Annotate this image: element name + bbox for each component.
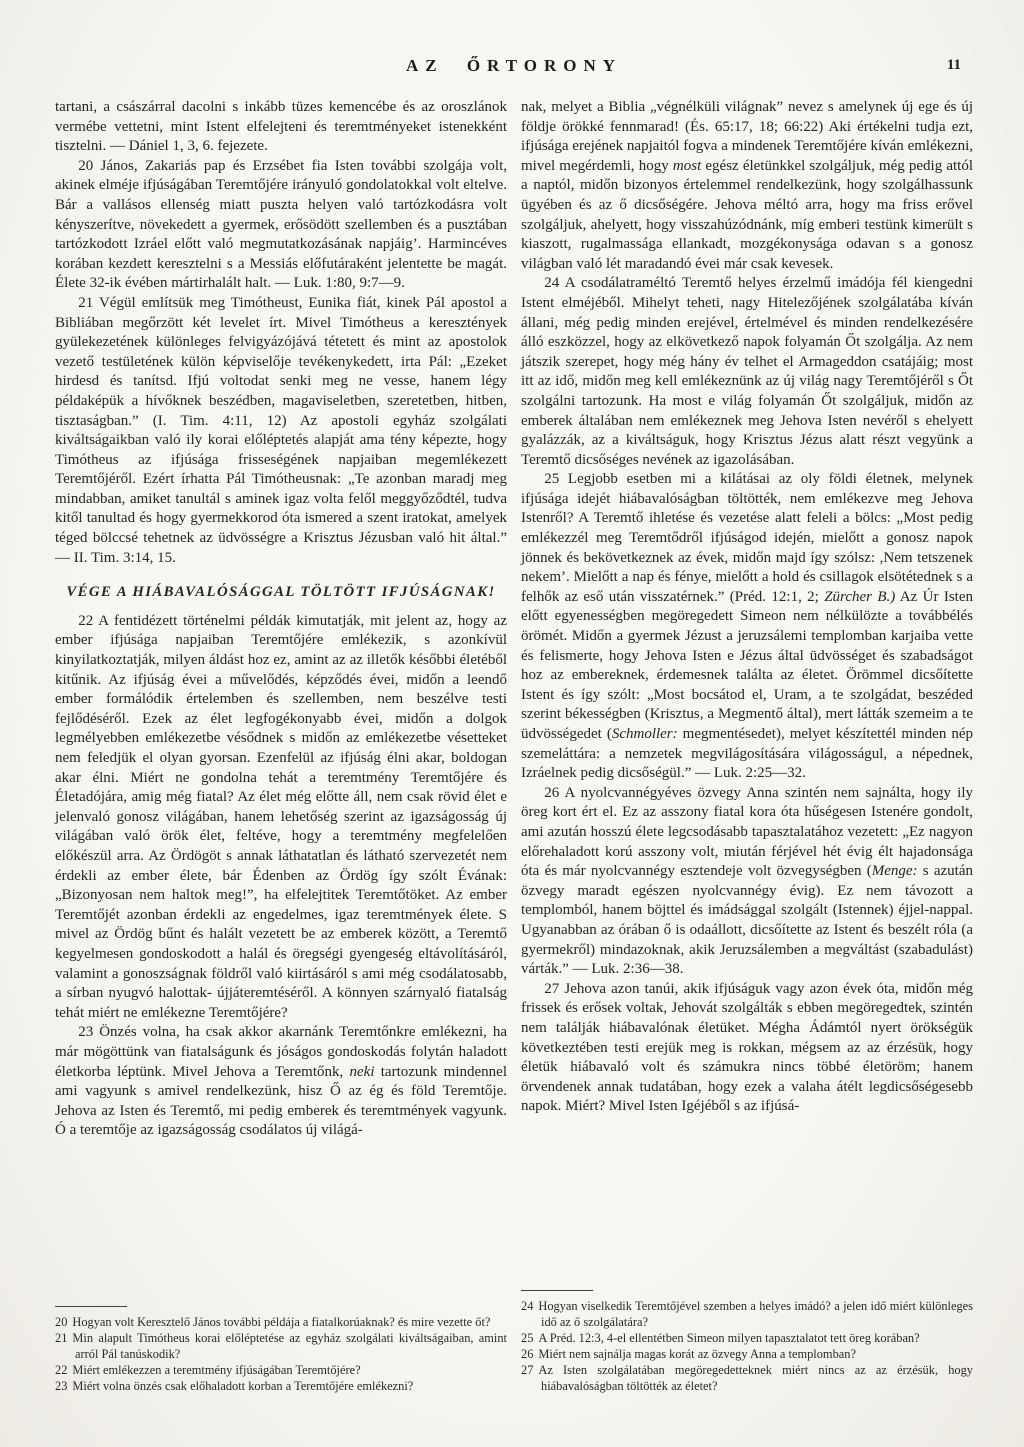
- paragraph: [55, 98, 507, 157]
- italic-text-run: most: [672, 157, 702, 174]
- right-column: [521, 98, 973, 1398]
- footnote: [521, 1298, 973, 1330]
- footnote: [55, 1330, 507, 1362]
- footnote: [521, 1330, 973, 1346]
- footnote-number: 25: [521, 1331, 534, 1345]
- italic-text-run: neki: [349, 1063, 375, 1080]
- text-run: 21 Végül említsük meg Timótheust, Eunika fiát, kinek Pál apostol a Bibliában megőrzött két levelet írt. Mivel Timótheus a keresztények gyülekezetének különleges felvigyázójává tétetett és mint az apostolok vezető testületének külön képviselője tevékenykedett, irta Pál: „Ezeket hirdesd és tanítsd. Ifjú voltodat senki meg ne vesse, hanem légy példaképük a hívőknek beszédben, magaviseletben, szeretetben, hitben, tisztaságban.” (I. Tim. 4:11, 12) Az apostoli egyház szolgálati kiváltságaikban való ily korai előléptetés alapját ama tény képezte, hogy Timótheus az ifjúsága frisseségének napjaiban megemlékezett Teremtőjéről. Ezért írhatta Pál Timótheusnak: „Te azonban maradj meg mindabban, amiket tanultál s aminek igaz volta felől meggyőződtél, tudva kitől tanultad és hogy gyermekkorod óta ismered a szent iratokat, amelyek téged bölccsé tehetnek az üdvösségre a Krisztus Jézusban való hit által.” — II. Tim. 3:14, 15.: [55, 294, 507, 566]
- footnote-text: Miért emlékezzen a teremtmény ifjúságában Teremtőjére?: [72, 1363, 361, 1377]
- footnote-text: Miért nem sajnálja magas korát az özvegy Anna a templomban?: [538, 1347, 856, 1361]
- italic-text-run: Menge:: [871, 863, 918, 880]
- text-run: 26 A nyolcvannégyéves özvegy Anna szintén nem sajnálta, hogy ily öreg kort ért el. Ez az asszony fiatal kora óta hűségesen Istenére gondolt, ami azután hosszú élete legcsodásabb tapasztalatához vezetett: „Ez nagyon előrehaladott korú asszony volt, miután férjével hét évig élt hajadonsága óta és már nyolcvannégy esztendeje volt özvegységben (: [521, 784, 973, 880]
- paragraph: [521, 470, 973, 784]
- footnote-number: 22: [55, 1363, 68, 1377]
- footnote-number: 20: [55, 1315, 68, 1329]
- paragraph: [521, 274, 973, 470]
- footnote-number: 23: [55, 1379, 68, 1393]
- footnote-text: A Préd. 12:3, 4-el ellentétben Simeon milyen tapasztalatot tett öreg korában?: [538, 1331, 920, 1345]
- footnote: [55, 1378, 507, 1394]
- text-run: 25 Legjobb esetben mi a kilátásai az oly földi életnek, melynek ifjúsága idejét hiábavalóságban töltötték, nem emlékezve meg Jehova Istenről? A Teremtő ihletése és vezetése alatt feleli a bölcs: „Most pedig emlékezzél meg Teremtődről ifjúságod idején, mielőtt a gonosz napok jönnek és bekövetkeznek az évek, midőn majd így szólsz: ,Nem tetszenek nekem’. Mielőtt a nap és fénye, mielőtt a hold és csillagok elsötétednek s a felhők az eső után visszatérnek.” (Préd. 12:1, 2;: [521, 471, 973, 605]
- publication-title: AZ ŐRTORONY: [405, 56, 623, 75]
- text-columns: [55, 98, 1024, 1398]
- italic-text-run: Zürcher B.): [824, 588, 896, 605]
- paragraph: [55, 294, 507, 568]
- paragraph: [55, 157, 507, 294]
- text-run: Az Úr Isten előtt egyenességben megöregedett Simeon nem nélkülözte a továbbélés örömét. Midőn a gyermek Jézust a jeruzsálemi templomban karjaiba vette és felismerte, hogy Jehova Isten e Jézus által üdvösséget és szabadságot hoz az embereknek, érdemesnek találta az életet. Örömmel dicsőítette Istent és így szólt: „Most bocsátod el, Uram, a te szolgádat, beszéded szerint békességben (Krisztus, a Megmentő által), mert látták szemeim a te üdvösségedet (: [521, 588, 973, 742]
- section-heading: [55, 583, 507, 603]
- text-run: 24 A csodálatraméltó Teremtő helyes érzelmű imádója fél kiengedni Istent elméjéből. Mihelyt teheti, nagy Hitelezőjének szolgálatába kíván állani, még pedig minden erejével, értelmével és minden rendelkezésére álló eszközzel, hogy az elkövetkező napok folyamán Őt szolgálja. Az nem játszik szerepet, hogy még hány év telhet el Armageddon csatájáig; most itt az idő, midőn meg kell emlékeznünk az új világ nagy Teremtőjéről s Őt szolgálni tartozunk. Ha most e világ folyamán Őt szolgáljuk, midőn az emberek általában nem emlékeznek meg Jehova Isten nevéről s ehelyett gyalázzák, az a kiváltságuk, hogy Krisztus Jézus alatt részt vegyünk a Teremtő dicsőséges nevének az igazolásában.: [521, 275, 973, 468]
- footnote-text: Hogyan volt Keresztelő János további példája a fiatalkorúaknak? és mire vezette őt?: [72, 1315, 491, 1329]
- text-run: 22 A fentidézett történelmi példák kimutatják, mit jelent az, hogy az ember ifjúsága napjaiban Teremtőjére emlékezik, s azonkívül kinyilatkoztatják, milyen áldást hoz ez, amint az az illetők későbbi életéből kitűnik. Az ifjúság évei a művelődés, képződés évei, midőn a leendő ember formálódik értelemben és szellemben, nem beszélve testi fejlődéséről. Ezek az élet legfogékonyabb évei, midőn a dolgok legmélyebben emlékezetbe vésődnek s midőn az emlékezetbe vésetteket nem feledjük el olyan gyorsan. Ezenfelül az ifjúság élni akar, boldogan akar élni. Miért ne gondolna tehát a teremtmény Teremtőjére és Életadójára, amig még fiatal? Az élet még előtte áll, nem csak rövid élet e jelenvaló gonosz világában, hanem lehetőség szerint az igazságosság új világában való örök élet, feltéve, hogy a teremtmény megfelelően előkészül arra. Az Ördögöt s annak láthatatlan és látható szervezetét nem érdekli az ember élete, bár Édenben az Ördög így szólt Évának: „Bizonyosan nem haltok meg!”, ha elfelejtitek Teremtőtöket. Az ember Teremtőjét azonban érdekli az engedelmes, igaz teremtmények élete. S mivel az Ördög bűnt és halált vezetett be az emberek között, a Teremtő kegyelmesen gondoskodott a halál és öregségi gyengeség eltávolításáról, valamint a gonoszságnak földről való kiirtásáról s ami még csodálatosabb, a sírban nyugvó halottak- újjáteremtéséről. A könnyen szárnyaló fiatalság tehát miért ne emlékezne Teremtőjére?: [55, 612, 507, 1021]
- text-run: 23 Önzés volna, ha csak akkor akarnánk Teremtőnkre emlékezni, ha már mögöttünk van fiatalságunk és jóságos gondoskodás folytán haladott életkorba léptünk. Mivel Jehova a Teremtőnk,: [55, 1024, 507, 1080]
- paragraph: [55, 612, 507, 1023]
- right-footnote-block: [521, 1290, 973, 1398]
- footnote-separator-rule: [521, 1290, 593, 1291]
- left-column-body: [55, 98, 507, 1141]
- footnote-separator-rule: [55, 1306, 127, 1307]
- text-run: megmentésedet), melyet készítettél minden nép szemeláttára: a nemzetek megvilágosítására világosságul, a népednek, Izráelnek pedig dicsőségül.” — Luk. 2:25—32.: [521, 726, 973, 782]
- left-column: [55, 98, 507, 1398]
- paragraph: [521, 784, 973, 980]
- footnote-text: Az Isten szolgálatában megöregedetteknek miért nincs az az érzésük, hogy hiábavalóságban töltötték az életet?: [538, 1363, 973, 1393]
- footnote-number: 21: [55, 1331, 68, 1345]
- left-footnote-block: [55, 1306, 507, 1398]
- text-run: s azután özvegy maradt egészen nyolcvannégy évig). Ez nem távozott a templomból, hanem böjttel és imádsággal szolgált (Istennek) éjjel-nappal. Ugyanabban az órában ő is odaállott, dicsőítette az Istent és beszélt róla (a gyermekről) mindazoknak, akik Jeruzsálemben a megváltást (szabadulást) várták.” — Luk. 2:36—38.: [521, 863, 973, 978]
- text-run: nak, melyet a Biblia „végnélküli világnak” nevez s amelynek új ege és új földje örökké fennmarad! (És. 65:17, 18; 66:22) Aki értékelni tudja ezt, ifjúsága erejének napjaitól fogva a mindenek Teremtőjére kíván emlékezni, mivel megérdemli, hogy: [521, 99, 973, 174]
- paragraph: [55, 1023, 507, 1141]
- footnote-number: 24: [521, 1299, 534, 1313]
- footnote-number: 27: [521, 1363, 534, 1377]
- page-header: [55, 56, 973, 82]
- page-number: 11: [946, 57, 961, 73]
- paragraph: [521, 980, 973, 1117]
- footnote-text: Min alapult Timótheus korai előléptetése az egyház szolgálati kiváltságaiban, amint arról Pál tanúskodik?: [72, 1331, 507, 1361]
- footnote: [55, 1314, 507, 1330]
- footnote: [521, 1362, 973, 1394]
- text-run: egész életünkkel szolgáljuk, még pedig attól a naptól, midőn bizonyos értelemmel rendelkezünk, hogy szolgálhassunk ügyében és az ő dicsőségére. Jehova méltó arra, hogy ma friss erővel szolgáljuk, ahelyett, hogy visszahúzódnánk, míg emberi testünk kimerült s kiaszott, rugalmassága ellankadt, mozgékonysága odavan s a gonosz világban való lét maradandó évei már csak kevesek.: [521, 157, 973, 272]
- text-run: tartani, a császárral dacolni s inkább tüzes kemencébe és az oroszlánok vermébe vettetni, mint Istent elfelejteni és teremtményeket istenekként tisztelni. — Dániel 1, 3, 6. fejezete.: [55, 99, 507, 155]
- footnote-text: Miért volna önzés csak előhaladott korban a Teremtőjére emlékezni?: [72, 1379, 414, 1393]
- footnote-text: Hogyan viselkedik Teremtőjével szemben a helyes imádó? a jelen idő miért különleges idő az ő szolgálatára?: [538, 1299, 973, 1329]
- right-column-body: [521, 98, 973, 1117]
- footnote: [55, 1362, 507, 1378]
- footnote: [521, 1346, 973, 1362]
- footnote-number: 26: [521, 1347, 534, 1361]
- text-run: 20 János, Zakariás pap és Erzsébet fia Isten további szolgája volt, akinek elméje ifjúságában Teremtőjére irányuló gondolatokkal volt eltelve. Bár a vallásos ellenség miatt puszta helyen való tartózkodásra volt kényszerítve, növekedett a gyermek, erősödött szellemben és a pusztában tartózkodott Izráel előtt való megmutatkozásának napjáig’. Harmincéves korában kezdett keresztelni s a Messiás előfutáraként jelentette be magát. Élete 32-ik évében mártirhalált halt. — Luk. 1:80, 9:7—9.: [55, 157, 507, 292]
- paragraph: [521, 98, 973, 274]
- text-run: VÉGE A HIÁBAVALÓSÁGGAL TÖLTÖTT IFJÚSÁGNAK!: [66, 584, 496, 601]
- italic-text-run: Schmoller:: [611, 726, 678, 742]
- text-run: tartozunk mindennel ami vagyunk s amivel rendelkezünk, hisz Ő az ég és föld Teremtője. Jehova az Isten és Teremtő, mi pedig emberek és teremtmények vagyunk. Ó a teremtője az igazságosság csodálatos új világá-: [55, 1063, 507, 1139]
- text-run: 27 Jehova azon tanúi, akik ifjúságuk vagy azon évek óta, midőn még frissek és erősek voltak, Jehovát szolgálták s ebben megöregedtek, szintén nem találják hiábavalónak életüket. Mégha Ádámtól nyert örökségük következtében testi erejük meg is rokkan, mégsem az az érzésük, hogy életük hiábavaló volt és számukra nincs többé életöröm; hanem örvendenek annak tudatában, hogy ezek a valaha átélt legdicsőségesebb napok. Miért? Mivel Isten Igéjéből s az ifjúsá-: [521, 980, 973, 1115]
